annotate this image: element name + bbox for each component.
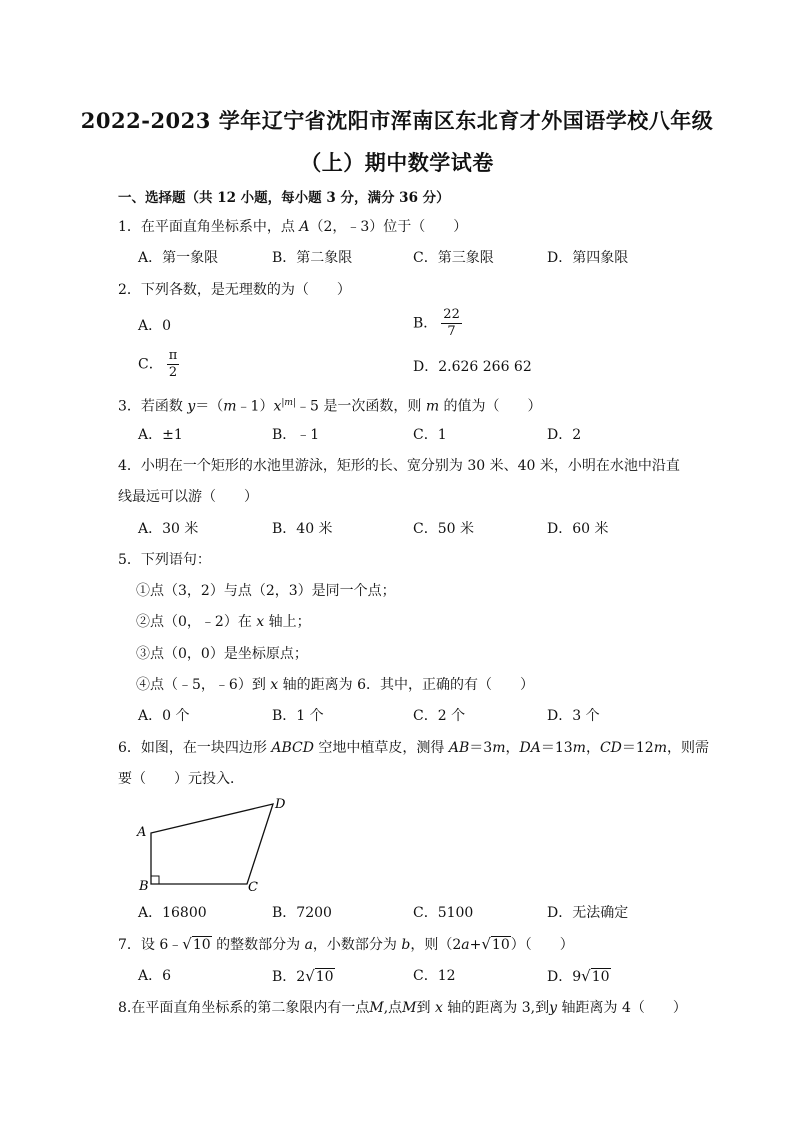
- quadrilateral-figure: [130, 790, 300, 895]
- question-2-stem: 2．下列各数，是无理数的为（ ）: [118, 282, 351, 298]
- page-title-line-2: （上）期中数学试卷: [300, 150, 494, 175]
- q1-option-a: A．第一象限: [138, 250, 219, 266]
- question-6-stem-line-2: 要（ ）元投入．: [118, 771, 244, 787]
- right-angle-mark: [151, 876, 159, 884]
- q5-option-b: B．1 个: [272, 708, 324, 724]
- question-4-stem-line-1: 4．小明在一个矩形的水池里游泳，矩形的长、宽分别为 30 米、40 米，小明在水池中沿直: [118, 458, 680, 474]
- q5-option-d: D．3 个: [547, 708, 600, 724]
- question-6-stem-line-1: 6．如图，在一块四边形 ABCD 空地中植草皮，测得 AB＝3m，DA＝13m，CD＝12m，则需: [118, 740, 709, 756]
- q2-option-a: A．0: [138, 318, 172, 334]
- q6-option-b: B．7200: [272, 905, 332, 921]
- q6-option-a: A．16800: [138, 905, 207, 921]
- q4-option-d: D．60 米: [547, 521, 609, 537]
- question-7-stem: 7．设 6﹣√10 的整数部分为 a，小数部分为 b，则（2a+√10）（ ）: [118, 935, 574, 953]
- q7-option-b: B．2√10: [272, 967, 334, 985]
- question-5-stem: 5．下列语句：: [118, 552, 211, 568]
- q6-option-d: D．无法确定: [547, 905, 629, 921]
- q5-option-c: C．2 个: [413, 708, 466, 724]
- q7-option-d: D．9√10: [547, 967, 610, 985]
- q2-option-b: B． $\frac{22}{7}$: [413, 307, 460, 339]
- q5-statement-2: ②点（0，﹣2）在 x 轴上；: [136, 614, 311, 630]
- sqrt-expression: √10: [481, 935, 510, 953]
- q2-option-c: C． $\frac{\pi}{2}$: [138, 348, 178, 380]
- label-c: C: [248, 880, 258, 895]
- q4-option-c: C．50 米: [413, 521, 474, 537]
- q5-option-a: A．0 个: [138, 708, 190, 724]
- page-title-line-1: 2022-2023 学年辽宁省沈阳市浑南区东北育才外国语学校八年级: [80, 108, 714, 133]
- quadrilateral-abcd: [151, 804, 273, 884]
- q7-option-c: C．12: [413, 968, 456, 984]
- q5-statement-4: ④点（﹣5，﹣6）到 x 轴的距离为 6．其中，正确的有（ ）: [136, 677, 534, 693]
- q7-option-a: A．6: [138, 968, 172, 984]
- q3-option-a: A．±1: [138, 427, 183, 443]
- q1-option-d: D．第四象限: [547, 250, 629, 266]
- q5-statement-1: ①点（3，2）与点（2，3）是同一个点；: [136, 583, 396, 599]
- fraction: $\frac{\pi}{2}$: [168, 348, 178, 380]
- q1-option-b: B．第二象限: [272, 250, 353, 266]
- q3-option-d: D．2: [547, 427, 582, 443]
- q2-option-d: D．2.626 266 62: [413, 359, 532, 375]
- section-heading: 一、选择题（共 12 小题，每小题 3 分，满分 36 分）: [118, 190, 450, 206]
- q3-option-b: B．﹣1: [272, 427, 320, 443]
- q3-option-c: C．1: [413, 427, 447, 443]
- question-8-stem: 8.在平面直角坐标系的第二象限内有一点M,点M到 x 轴的距离为 3,到y 轴距离为 4（ ）: [118, 1000, 687, 1016]
- q5-statement-3: ③点（0，0）是坐标原点；: [136, 646, 308, 662]
- q6-option-c: C．5100: [413, 905, 474, 921]
- q1-option-c: C．第三象限: [413, 250, 494, 266]
- sqrt-expression: √10: [182, 935, 211, 953]
- question-4-stem-line-2: 线最远可以游（ ）: [118, 489, 258, 505]
- label-a: A: [137, 825, 147, 840]
- question-3-stem: 3．若函数 $y=(m﹣1)x^{|m|}﹣5$ 是一次函数，则 m 的值为（ ）: [118, 398, 542, 415]
- label-d: D: [275, 797, 286, 812]
- question-1-stem: 1．在平面直角坐标系中，点 A（2，﹣3）位于（ ）: [118, 219, 468, 235]
- fraction: $\frac{22}{7}$: [443, 307, 460, 339]
- q4-option-a: A．30 米: [138, 521, 199, 537]
- q4-option-b: B．40 米: [272, 521, 333, 537]
- label-b: B: [139, 879, 149, 894]
